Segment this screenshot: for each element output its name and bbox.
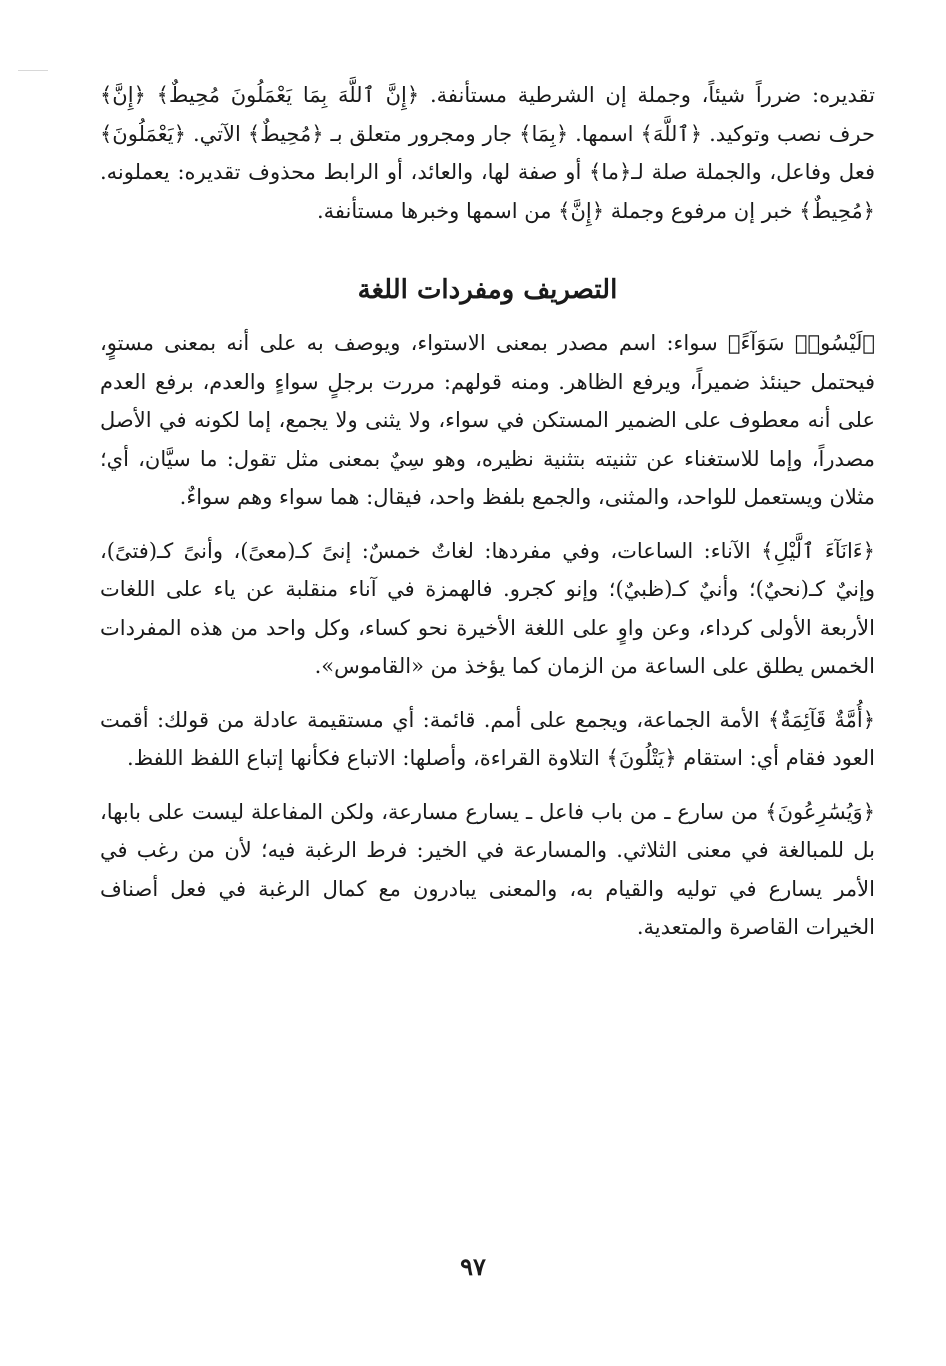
- paragraph-umma-qaima: ﴿أُمَّةٌ قَآئِمَةٌ﴾ الأمة الجماعة، ويجمع على أمم. قائمة: أي مستقيمة عادلة من قولك: أقمت العود فقام أي: استقام ﴿يَتْلُونَ﴾ التلاوة القراءة، وأصلها: الاتباع فكأنها إتباع اللفظ اللفظ.: [100, 707, 875, 770]
- paragraph-yusariun: ﴿وَيُسَٰرِعُونَ﴾ من سارع ـ من باب فاعل ـ يسارع مسارعة، ولكن المفاعلة ليست على بابها، بل للمبالغة في معنى الثلاثي. والمسارعة في الخير: فرط الرغبة فيه؛ لأن من رغب في الأمر يسارع في توليه والقيام به، والمعنى يبادرون مع كمال الرغبة في فعل أصناف الخيرات القاصرة والمتعدية.: [100, 799, 875, 939]
- scan-edge-mark: [18, 70, 48, 71]
- section-title: التصريف ومفردات اللغة: [357, 275, 618, 305]
- page-number: ٩٧: [460, 1252, 486, 1281]
- page-body: [100, 70, 875, 947]
- paragraph-syntax-continuation: تقديره: ضرراً شيئاً، وجملة إن الشرطية مستأنفة. ﴿إِنَّ ٱللَّهَ بِمَا يَعْمَلُونَ مُحِيطٌ﴾ ﴿إِنَّ﴾ حرف نصب وتوكيد. ﴿ٱللَّهَ﴾ اسمها. ﴿بِمَا﴾ جار ومجرور متعلق بـ ﴿مُحِيطٌ﴾ الآتي. ﴿يَعْمَلُونَ﴾ فعل وفاعل، والجملة صلة لـ﴿ما﴾ أو صفة لها، والعائد، أو الرابط محذوف تقديره: يعملونه. ﴿مُحِيطٌ﴾ خبر إن مرفوع وجملة ﴿إِنَّ﴾ من اسمها وخبرها مستأنفة.: [100, 83, 875, 223]
- paragraph-anaa-allayl: ﴿ءَانَآءَ ٱلَّيْلِ﴾ الآناء: الساعات، وفي مفردها: لغاتٌ خمسٌ: إنىً كـ(معىً)، وأنىً كـ(فتىً)، وإنيٌ كـ(نحيٌ)؛ وأنيٌ كـ(ظبيٌ)؛ وإنو كجرو. فالهمزة في آناء منقلبة عن ياء على اللغات الأربعة الأولى كرداء، وعن واوٍ على اللغة الأخيرة نحو كساء، وكل واحد من هذه المفردات الخمس يطلق على الساعة من الزمان كما يؤخذ من «القاموس».: [100, 538, 875, 678]
- paragraph-sawaa: ﴿لَيْسُوا۟ سَوَآءً﴾ سواء: اسم مصدر بمعنى الاستواء، ويوصف به على أنه بمعنى مستوٍ، فيحتمل حينئذ ضميراً، ويرفع الظاهر. ومنه قولهم: مررت برجلٍ سواءٍ والعدم، برفع العدم على أنه معطوف على الضمير المستكن في سواء، ولا يثنى ولا يجمع، إما لكونه في الأصل مصدراً، وإما للاستغناء عن تثنيته بتثنية نظيره، وهو سِيٌ بمعنى مثل تقول: ما سيَّان، أي؛ مثلان ويستعمل للواحد، والمثنى، والجمع بلفظ واحد، فيقال: هما سواء وهم سواءٌ.: [100, 331, 875, 509]
